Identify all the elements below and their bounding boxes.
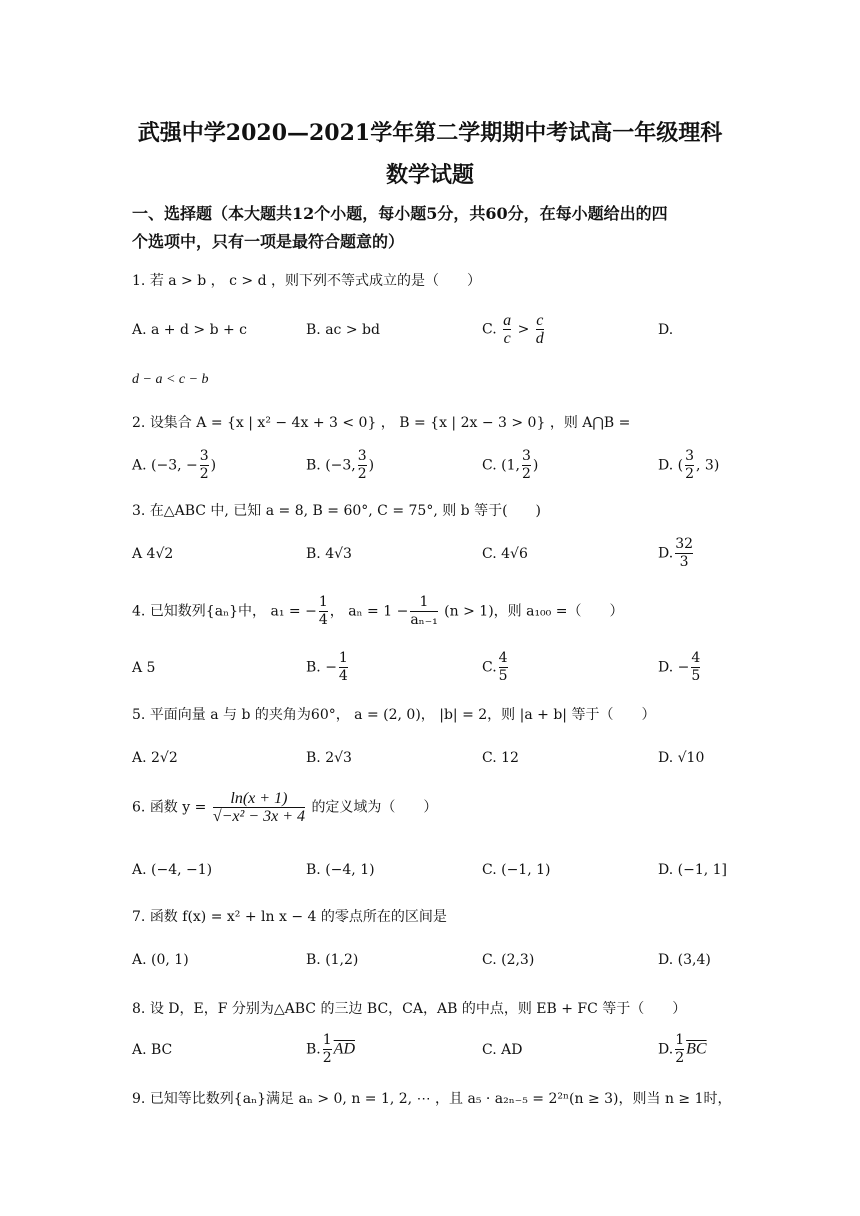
q4-option-c: C. $\frac{4}{5}$ — [482, 650, 508, 684]
q2-option-d: D. ( $\frac{3}{2}$ , 3) — [658, 448, 720, 482]
q1-option-b: B. ac > bd — [306, 322, 380, 338]
q1-option-a: A. a + d > b + c — [132, 322, 248, 338]
question-9-stem: 已知等比数列{aₙ}满足 aₙ > 0, n = 1, 2, ⋯ ，且 a₅ · a₂ₙ₋₅ = 2²ⁿ(n ≥ 3)，则当 n ≥ 1时， — [149, 1091, 732, 1107]
question-4: 4. 已知数列{aₙ}中， a₁ = − $\frac{1}{4}$ ， aₙ = 1 − $\frac{1}{\text{aₙ₋₁}}$ (n > 1)，则 a₁₀₀ =（ ） — [132, 594, 624, 628]
q3-option-c: C. 4√6 — [482, 546, 528, 562]
q1-option-c: C. $\frac{a}{c}$ > $\frac{c}{d}$ — [482, 312, 544, 347]
q3-option-a: A 4√2 — [132, 546, 174, 562]
question-8: 8. 设 D，E，F 分别为△ABC 的三边 BC，CA，AB 的中点，则 EB + FC 等于（ ） — [132, 1001, 687, 1017]
q2-option-a: A. (−3, − $\frac{3}{2}$ ) — [132, 448, 217, 482]
q4-option-d: D. − $\frac{4}{5}$ — [658, 650, 701, 684]
question-3: 3. 在△ABC 中, 已知 a = 8, B = 60°, C = 75°, 则 b 等于( ) — [132, 503, 542, 519]
question-7-stem: 函数 f(x) = x² + ln x − 4 的零点所在的区间是 — [149, 909, 447, 925]
question-1-stem: 若 a > b ， c > d ，则下列不等式成立的是（ ） — [149, 273, 481, 289]
q4-option-a: A 5 — [132, 660, 156, 676]
q5-option-c: C. 12 — [482, 750, 519, 766]
section-heading-line2: 个选项中，只有一项是最符合题意的） — [132, 232, 405, 251]
question-8-stem: 设 D，E，F 分别为△ABC 的三边 BC，CA，AB 的中点，则 EB + FC 等于（ ） — [149, 1001, 687, 1017]
q8-option-a: A. BC — [132, 1042, 173, 1058]
section-heading — [132, 200, 732, 256]
q7-option-d: D. (3,4) — [658, 952, 711, 968]
q5-option-b: B. 2√3 — [306, 750, 352, 766]
q6-option-a: A. (−4, −1) — [132, 862, 213, 878]
q5-option-a: A. 2√2 — [132, 750, 178, 766]
page-title-line1: 武强中学2020—2021学年第二学期期中考试高一年级理科 — [137, 120, 723, 146]
question-9: 9. 已知等比数列{aₙ}满足 aₙ > 0, n = 1, 2, ⋯ ，且 a₅ · a₂ₙ₋₅ = 2²ⁿ(n ≥ 3)，则当 n ≥ 1时， — [132, 1091, 732, 1107]
q7-option-c: C. (2,3) — [482, 952, 535, 968]
q8-option-b: B. $\frac{1}{2}$ $\overline{AD}$ — [306, 1032, 355, 1066]
q3-option-d: D. $\frac{32}{3}$ — [658, 536, 694, 570]
question-2-stem: 设集合 A = {x | x² − 4x + 3 < 0} ， B = {x | 2x − 3 > 0} ，则 A⋂B = — [149, 415, 631, 431]
question-7: 7. 函数 f(x) = x² + ln x − 4 的零点所在的区间是 — [132, 909, 447, 925]
q8-option-c: C. AD — [482, 1042, 523, 1058]
question-6: 6. 函数 y = $\frac{\ln(x + 1)}{\text{√−x² − 3x + 4}}$ 的定义域为（ ） — [132, 790, 438, 825]
q3-option-b: B. 4√3 — [306, 546, 352, 562]
page-title-line2: 数学试题 — [385, 162, 474, 188]
q2-option-c: C. (1, $\frac{3}{2}$ ) — [482, 448, 539, 482]
question-3-stem: 在△ABC 中, 已知 a = 8, B = 60°, C = 75°, 则 b 等于( ) — [149, 503, 542, 519]
q1-option-d-label: D. — [658, 322, 674, 338]
q8-option-d: D. $\frac{1}{2}$ $\overline{BC}$ — [658, 1032, 707, 1066]
question-2: 2. 设集合 A = {x | x² − 4x + 3 < 0} ， B = {x | 2x − 3 > 0} ，则 A⋂B = — [132, 415, 631, 431]
question-5: 5. 平面向量 a 与 b 的夹角为60°， a = (2, 0)， |b| = 2，则 |a + b| 等于（ ） — [132, 707, 656, 723]
q6-option-b: B. (−4, 1) — [306, 862, 375, 878]
q6-option-d: D. (−1, 1] — [658, 862, 727, 878]
question-1 — [132, 270, 481, 290]
q2-option-b: B. (−3, $\frac{3}{2}$ ) — [306, 448, 375, 482]
section-heading-line1: 一、选择题（本大题共12个小题，每小题5分，共60分，在每小题给出的四 — [132, 204, 668, 223]
q6-option-c: C. (−1, 1) — [482, 862, 551, 878]
q5-option-d: D. √10 — [658, 750, 705, 766]
q7-option-a: A. (0, 1) — [132, 952, 189, 968]
question-5-stem: 平面向量 a 与 b 的夹角为60°， a = (2, 0)， |b| = 2，则 |a + b| 等于（ ） — [149, 707, 656, 723]
q4-option-b: B. − $\frac{1}{4}$ — [306, 650, 348, 684]
question-1-number: 1. — [132, 273, 146, 289]
q1-option-d-text: d − a < c − b — [132, 372, 209, 387]
q7-option-b: B. (1,2) — [306, 952, 359, 968]
